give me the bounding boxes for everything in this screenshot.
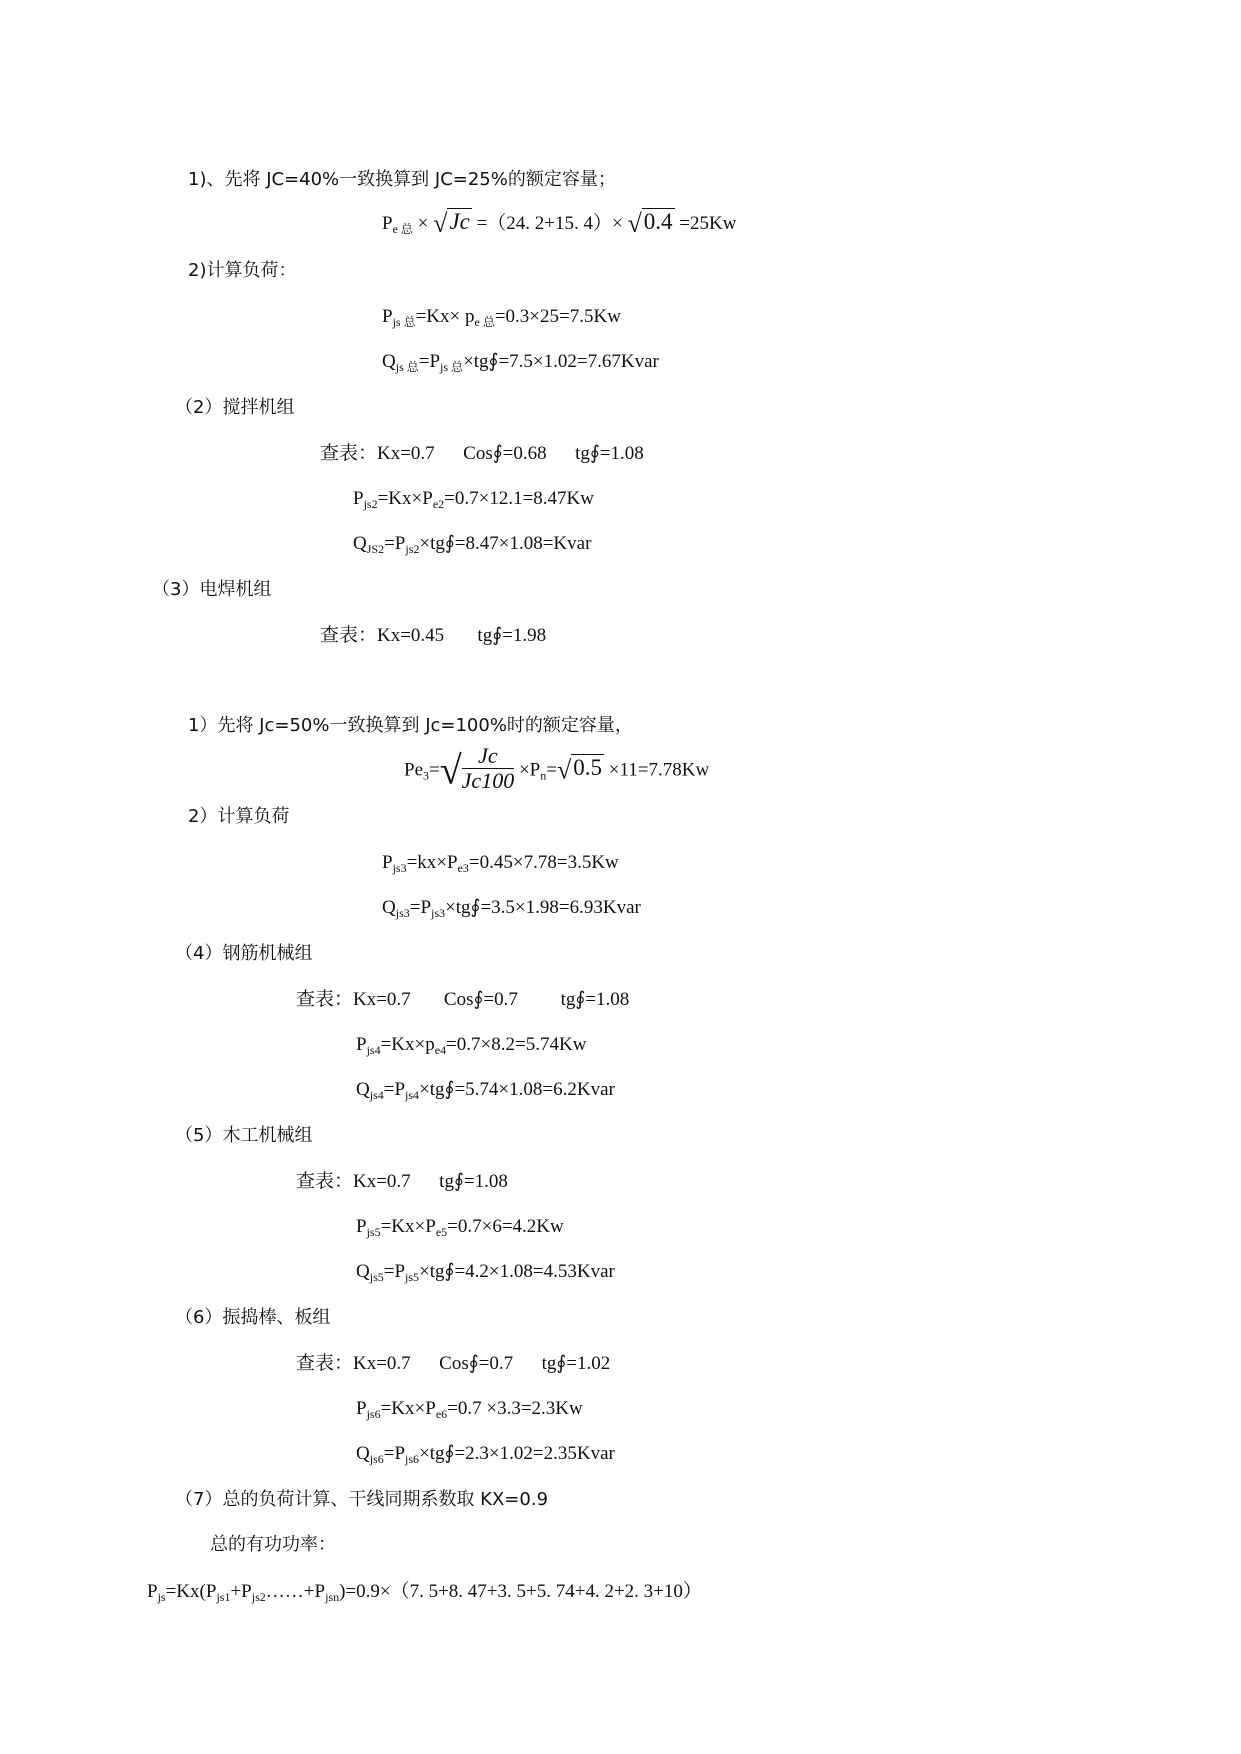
formula-qjs-total: $Q_{js 总}=P_{js 总}\times tg∮=7.5\times 1.02=7.67Kvar$ [382,351,659,374]
formula-pe3: $Pe_3=√$ $\frac{Jc}{Jc100}$ $\times P_n=√0.5 \times 11=7.78Kw$ [404,748,709,788]
lookup-welder: 查表：Kx=0.45 tg∮=1.98 [320,625,547,646]
lookup-rebar: 查表：Kx=0.7 Cos∮=0.7 tg∮=1.08 [296,989,630,1010]
lookup-vibrator: 查表：Kx=0.7 Cos∮=0.7 tg∮=1.02 [296,1353,611,1374]
sqrt-icon: √ [627,209,642,238]
formula-pjs-sum: $P_{js}=Kx(P_{js1}+P_{js2}\dots\dots+P_{jsn})=0.9\times(7$. 5+8. 47+3. 5+5. 74+4. 2+2. 3+10） [147,1581,702,1604]
formula-qjs6: $Q_{js6}=P_{js6}\times tg∮=2.3\times 1.02=2.35Kvar$ [356,1443,615,1466]
formula-qjs2: $Q_{JS2}=P_{js2}\times tg∮=8.47\times 1.08=Kvar$ [353,533,592,556]
lookup-mixer: 查表：Kx=0.7 Cos∮=0.68 tg∮=1.08 [320,443,644,464]
sqrt-icon: √ [439,748,462,788]
fraction: $\frac{Jc}{Jc100}$ [462,748,515,788]
step-calc-load: 2)计算负荷： [188,260,297,281]
section-welder-group: （3）电焊机组 [152,579,272,600]
step-convert-jc40: 1)、先将 JC=40%一致换算到 JC=25%的额定容量； [188,169,616,190]
formula-qjs5: $Q_{js5}=P_{js5}\times tg∮=4.2\times 1.08=4.53Kvar$ [356,1261,615,1284]
formula-pe-total: $P_{e 总} \times √Jc =(24$. 2+15. 4）× √0.4 =25Kw [382,209,737,238]
formula-pjs5: $P_{js5}=Kx\times P_{e5}=0.7\times 6=4.2Kw$ [356,1216,564,1239]
formula-qjs4: $Q_{js4}=P_{js4}\times tg∮=5.74\times 1.08=6.2Kvar$ [356,1079,615,1102]
total-active-power-label: 总的有功功率： [210,1534,336,1555]
sqrt-icon: √ [556,755,572,785]
formula-pjs2: $P_{js2}=Kx\times P_{e2}=0.7\times 12.1=8.47Kw$ [353,488,594,511]
section-total-load: （7）总的负荷计算、干线同期系数取 KX=0.9 [175,1489,549,1510]
sqrt-icon: √ [433,209,448,238]
step-convert-jc50: 1）先将 Jc=50%一致换算到 Jc=100%时的额定容量， [188,715,633,736]
step-calc-load-2: 2）计算负荷 [188,806,290,827]
formula-qjs3: $Q_{js3}=P_{js3}\times tg∮=3.5\times 1.98=6.93Kvar$ [382,897,641,920]
formula-pjs6: $P_{js6}=Kx\times P_{e6}=0.7 \times 3.3=2.3Kw$ [356,1398,583,1421]
section-woodwork-group: （5）木工机械组 [175,1125,313,1146]
section-mixer-group: （2）搅拌机组 [175,397,295,418]
section-vibrator-group: （6）振捣棒、板组 [175,1307,331,1328]
formula-pjs4: $P_{js4}=Kx\times p_{e4}=0.7\times 8.2=5.74Kw$ [356,1034,587,1057]
lookup-woodwork: 查表：Kx=0.7 tg∮=1.08 [296,1171,508,1192]
formula-pjs-total: $P_{js 总}=Kx\times p_{e 总}=0.3\times 25=7.5Kw$ [382,306,621,329]
formula-pjs3: $P_{js3}=kx\times P_{e3}=0.45\times 7.78=3.5Kw$ [382,852,619,875]
section-rebar-group: （4）钢筋机械组 [175,943,313,964]
